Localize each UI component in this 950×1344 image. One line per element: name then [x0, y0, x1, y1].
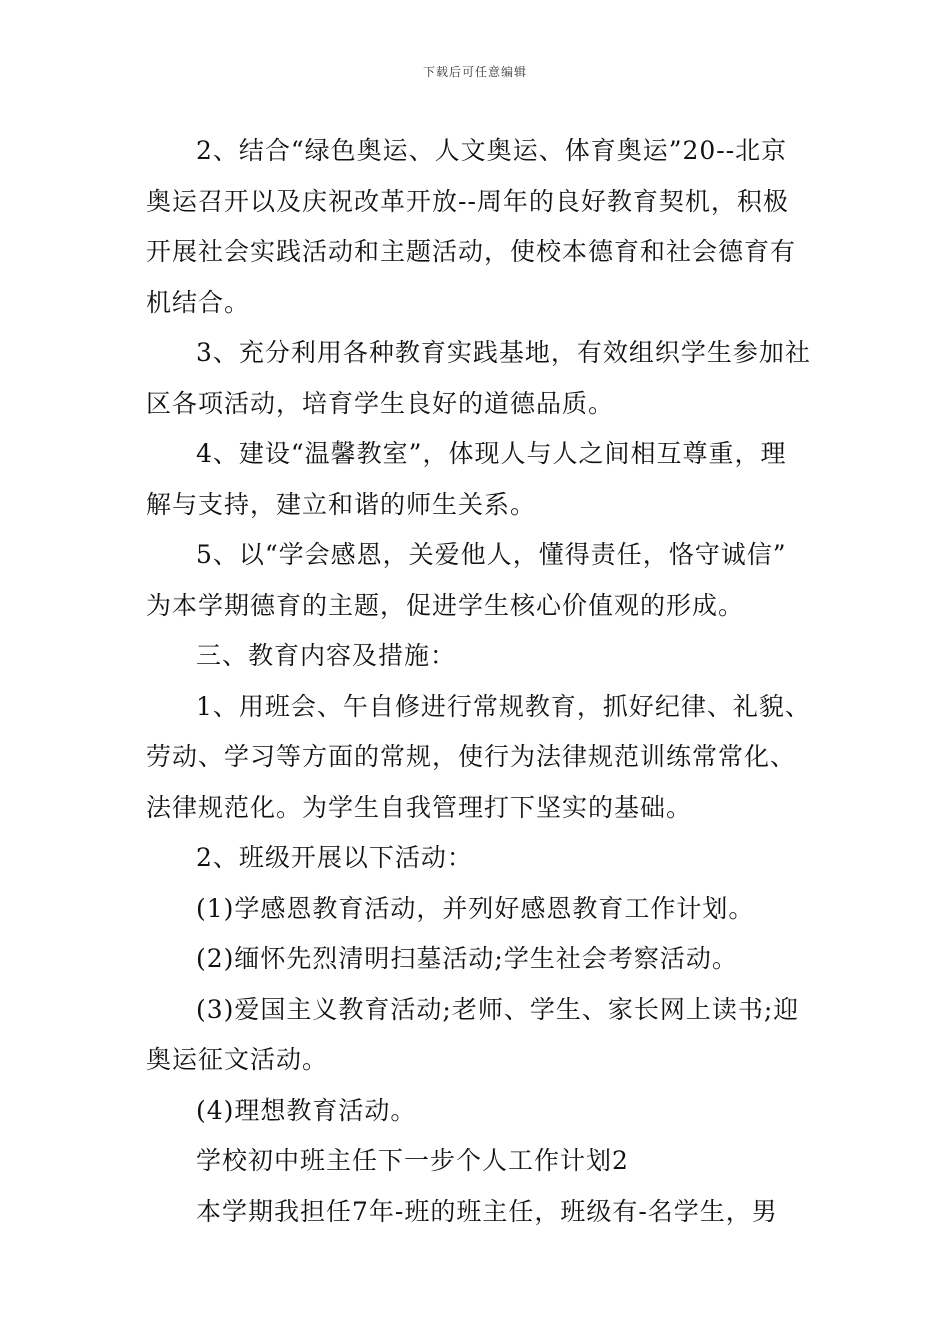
text-line: 4、建设“温馨教室”，体现人与人之间相互尊重，理: [196, 439, 787, 468]
text-line: 奥运召开以及庆祝改革开放--周年的良好教育契机，积极: [146, 186, 789, 216]
text-line: 三、教育内容及措施：: [196, 641, 457, 670]
text-line: 学校初中班主任下一步个人工作计划2: [196, 1146, 629, 1175]
text-line: (3)爱国主义教育活动;老师、学生、家长网上读书;迎: [196, 994, 800, 1024]
text-line: 5、以“学会感恩，关爱他人，懂得责任，恪守诚信”: [196, 540, 787, 569]
text-line: 本学期我担任7年-班的班主任，班级有-名学生，男: [196, 1196, 778, 1226]
text-line: 2、结合“绿色奥运、人文奥运、体育奥运”20--北京: [196, 136, 788, 165]
text-line: 为本学期德育的主题，促进学生核心价值观的形成。: [146, 590, 745, 620]
text-line: 3、充分利用各种教育实践基地，有效组织学生参加社: [196, 338, 811, 367]
text-line: 开展社会实践活动和主题活动，使校本德育和社会德育有: [146, 237, 797, 266]
text-line: 奥运征文活动。: [146, 1045, 329, 1074]
text-line: (2)缅怀先烈清明扫墓活动;学生社会考察活动。: [196, 944, 738, 973]
text-line: (4)理想教育活动。: [196, 1095, 417, 1125]
text-line: 法律规范化。为学生自我管理打下坚实的基础。: [146, 792, 693, 822]
text-line: 解与支持，建立和谐的师生关系。: [146, 489, 537, 519]
text-line: 机结合。: [146, 287, 251, 317]
text-line: 劳动、学习等方面的常规，使行为法律规范训练常常化、: [146, 742, 797, 771]
page-header: 下载后可任意编辑: [422, 65, 527, 79]
document-body: [146, 126, 811, 1237]
text-line: 区各项活动，培育学生良好的道德品质。: [146, 388, 615, 418]
text-line: 2、班级开展以下活动：: [196, 843, 473, 872]
text-line: (1)学感恩教育活动，并列好感恩教育工作计划。: [196, 893, 755, 923]
text-line: 1、用班会、午自修进行常规教育，抓好纪律、礼貌、: [196, 691, 811, 721]
